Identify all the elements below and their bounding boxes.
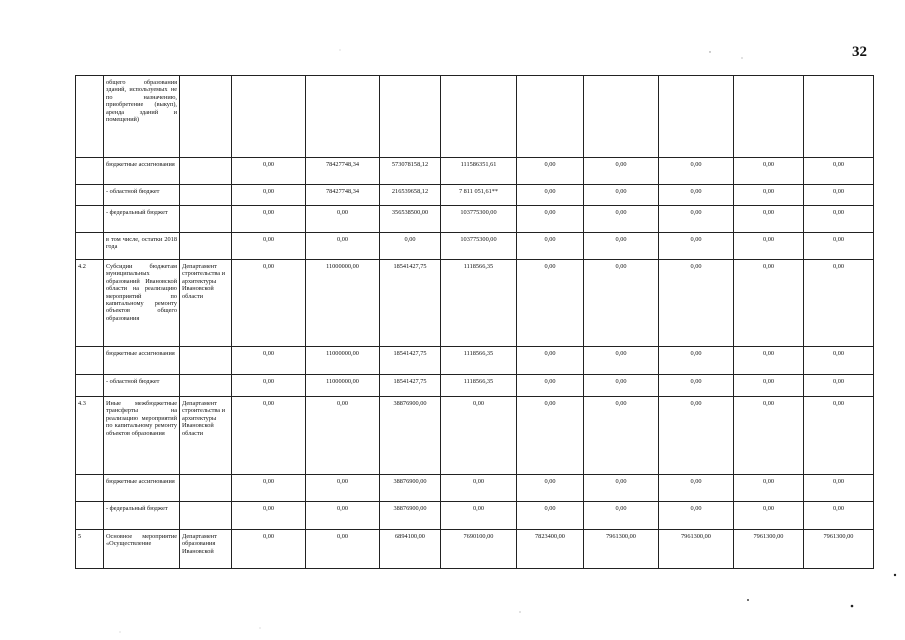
- value-cell: 111586351,61: [441, 158, 517, 185]
- value-cell: 0,00: [734, 185, 804, 206]
- value-cell: [441, 76, 517, 158]
- table-row: [76, 530, 874, 569]
- value-cell: 0,00: [804, 397, 874, 475]
- value-cell: 0,00: [659, 206, 734, 233]
- value-cell: 0,00: [804, 375, 874, 397]
- table-row: [76, 185, 874, 206]
- row-description: - областной бюджет: [104, 375, 180, 397]
- value-cell: 0,00: [441, 397, 517, 475]
- table-row: [76, 475, 874, 502]
- row-description: в том числе, остатки 2018 года: [104, 233, 180, 260]
- row-index: [76, 185, 104, 206]
- value-cell: [517, 76, 584, 158]
- value-cell: 0,00: [232, 233, 306, 260]
- row-index: [76, 502, 104, 530]
- value-cell: 0,00: [734, 233, 804, 260]
- value-cell: 0,00: [734, 475, 804, 502]
- value-cell: 0,00: [584, 475, 659, 502]
- value-cell: 0,00: [517, 233, 584, 260]
- row-description: бюджетные ассигнования: [104, 158, 180, 185]
- value-cell: 0,00: [584, 502, 659, 530]
- row-responsible: [180, 233, 232, 260]
- row-index: [76, 158, 104, 185]
- value-cell: 0,00: [306, 502, 380, 530]
- value-cell: 0,00: [734, 206, 804, 233]
- row-index: [76, 347, 104, 375]
- value-cell: 11000000,00: [306, 375, 380, 397]
- row-responsible: [180, 475, 232, 502]
- value-cell: 0,00: [584, 375, 659, 397]
- value-cell: [804, 76, 874, 158]
- value-cell: 0,00: [804, 233, 874, 260]
- value-cell: 0,00: [584, 397, 659, 475]
- value-cell: 0,00: [232, 530, 306, 569]
- value-cell: 7961300,00: [734, 530, 804, 569]
- value-cell: 0,00: [517, 347, 584, 375]
- row-responsible: [180, 502, 232, 530]
- row-responsible: [180, 158, 232, 185]
- value-cell: 0,00: [584, 347, 659, 375]
- value-cell: 0,00: [734, 260, 804, 347]
- value-cell: 0,00: [584, 206, 659, 233]
- value-cell: 78427748,34: [306, 158, 380, 185]
- value-cell: [306, 76, 380, 158]
- value-cell: [734, 76, 804, 158]
- value-cell: 0,00: [517, 260, 584, 347]
- value-cell: 0,00: [584, 260, 659, 347]
- row-responsible: [180, 76, 232, 158]
- value-cell: 0,00: [584, 185, 659, 206]
- row-responsible: [180, 185, 232, 206]
- row-index: [76, 375, 104, 397]
- value-cell: 0,00: [734, 375, 804, 397]
- table-row: [76, 233, 874, 260]
- value-cell: 0,00: [659, 502, 734, 530]
- value-cell: 6894100,00: [380, 530, 441, 569]
- value-cell: 0,00: [306, 475, 380, 502]
- row-description: Иные межбюджетные трансферты на реализацию мероприятий по капитальному ремонту объектов образования: [104, 397, 180, 475]
- value-cell: 0,00: [734, 502, 804, 530]
- value-cell: [380, 76, 441, 158]
- value-cell: 0,00: [659, 347, 734, 375]
- value-cell: 7 811 051,61**: [441, 185, 517, 206]
- value-cell: 0,00: [804, 158, 874, 185]
- value-cell: 0,00: [232, 260, 306, 347]
- row-index: [76, 76, 104, 158]
- value-cell: 0,00: [306, 530, 380, 569]
- row-responsible: Департамент образования Ивановской: [180, 530, 232, 569]
- value-cell: 38876900,00: [380, 475, 441, 502]
- value-cell: 1118566,35: [441, 347, 517, 375]
- value-cell: 11000000,00: [306, 260, 380, 347]
- value-cell: 0,00: [659, 375, 734, 397]
- value-cell: 0,00: [659, 185, 734, 206]
- table-row: [76, 502, 874, 530]
- value-cell: 1118566,35: [441, 375, 517, 397]
- value-cell: 0,00: [659, 397, 734, 475]
- value-cell: 0,00: [232, 475, 306, 502]
- value-cell: 0,00: [306, 206, 380, 233]
- value-cell: 0,00: [517, 206, 584, 233]
- row-responsible: [180, 347, 232, 375]
- value-cell: 0,00: [232, 206, 306, 233]
- value-cell: 38876900,00: [380, 397, 441, 475]
- row-responsible: Департамент строительства и архитектуры Ивановской области: [180, 397, 232, 475]
- table-row: [76, 260, 874, 347]
- value-cell: 7961300,00: [584, 530, 659, 569]
- value-cell: 0,00: [804, 260, 874, 347]
- value-cell: 0,00: [232, 375, 306, 397]
- value-cell: 0,00: [232, 397, 306, 475]
- row-description: - областной бюджет: [104, 185, 180, 206]
- value-cell: 0,00: [584, 233, 659, 260]
- row-index: [76, 233, 104, 260]
- row-index: 4.3: [76, 397, 104, 475]
- value-cell: [584, 76, 659, 158]
- value-cell: 0,00: [517, 158, 584, 185]
- table-row: [76, 158, 874, 185]
- value-cell: 0,00: [734, 347, 804, 375]
- value-cell: 0,00: [804, 502, 874, 530]
- value-cell: 0,00: [659, 475, 734, 502]
- value-cell: 78427748,34: [306, 185, 380, 206]
- value-cell: 0,00: [306, 397, 380, 475]
- value-cell: 0,00: [441, 475, 517, 502]
- value-cell: 0,00: [517, 475, 584, 502]
- value-cell: 0,00: [804, 347, 874, 375]
- value-cell: 18541427,75: [380, 260, 441, 347]
- value-cell: 0,00: [232, 347, 306, 375]
- value-cell: 18541427,75: [380, 347, 441, 375]
- value-cell: 0,00: [584, 158, 659, 185]
- value-cell: 7961300,00: [659, 530, 734, 569]
- value-cell: 0,00: [734, 158, 804, 185]
- table-row: [76, 375, 874, 397]
- value-cell: 0,00: [232, 158, 306, 185]
- row-description: - федеральный бюджет: [104, 206, 180, 233]
- row-description: Основное мероприятие «Осуществление: [104, 530, 180, 569]
- value-cell: 0,00: [306, 233, 380, 260]
- value-cell: 573078158,12: [380, 158, 441, 185]
- table-row: [76, 206, 874, 233]
- row-description: бюджетные ассигнования: [104, 475, 180, 502]
- value-cell: 0,00: [441, 502, 517, 530]
- table-row: [76, 397, 874, 475]
- value-cell: 103775300,00: [441, 233, 517, 260]
- row-description: Субсидии бюджетам муниципальных образований Ивановской области на реализацию мероприятий по капитальному ремонту объектов общего образования: [104, 260, 180, 347]
- value-cell: 0,00: [734, 397, 804, 475]
- row-responsible: Департамент строительства и архитектуры Ивановской области: [180, 260, 232, 347]
- budget-table: [75, 75, 874, 569]
- value-cell: 0,00: [804, 185, 874, 206]
- row-description: общего образования зданий, используемых не по назначению, приобретение (выкуп), аренда зданий и помещений): [104, 76, 180, 158]
- page-number: 32: [852, 44, 867, 60]
- value-cell: 0,00: [659, 233, 734, 260]
- value-cell: 1118566,35: [441, 260, 517, 347]
- value-cell: 0,00: [804, 475, 874, 502]
- table-row: [76, 347, 874, 375]
- value-cell: 103775300,00: [441, 206, 517, 233]
- value-cell: 0,00: [517, 185, 584, 206]
- value-cell: 0,00: [380, 233, 441, 260]
- row-description: - федеральный бюджет: [104, 502, 180, 530]
- value-cell: 11000000,00: [306, 347, 380, 375]
- value-cell: 0,00: [517, 502, 584, 530]
- value-cell: 7823400,00: [517, 530, 584, 569]
- row-index: 4.2: [76, 260, 104, 347]
- value-cell: [659, 76, 734, 158]
- value-cell: 38876900,00: [380, 502, 441, 530]
- value-cell: 0,00: [517, 397, 584, 475]
- table-body: [76, 76, 874, 569]
- value-cell: 0,00: [659, 158, 734, 185]
- value-cell: [232, 76, 306, 158]
- row-description: бюджетные ассигнования: [104, 347, 180, 375]
- value-cell: 0,00: [232, 502, 306, 530]
- row-responsible: [180, 206, 232, 233]
- value-cell: 216539658,12: [380, 185, 441, 206]
- value-cell: 356538500,00: [380, 206, 441, 233]
- row-index: [76, 206, 104, 233]
- table-row: [76, 76, 874, 158]
- row-responsible: [180, 375, 232, 397]
- value-cell: 0,00: [517, 375, 584, 397]
- value-cell: 7961300,00: [804, 530, 874, 569]
- row-index: 5: [76, 530, 104, 569]
- value-cell: 0,00: [659, 260, 734, 347]
- value-cell: 18541427,75: [380, 375, 441, 397]
- value-cell: 0,00: [232, 185, 306, 206]
- value-cell: 0,00: [804, 206, 874, 233]
- value-cell: 7690100,00: [441, 530, 517, 569]
- row-index: [76, 475, 104, 502]
